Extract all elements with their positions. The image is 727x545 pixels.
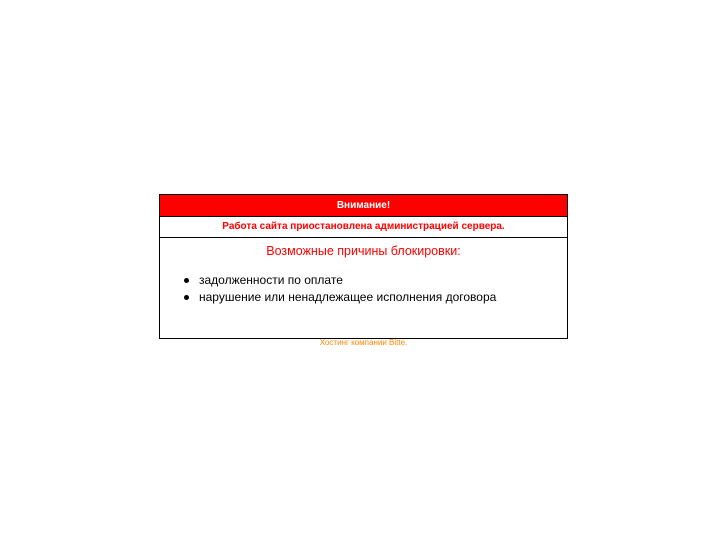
reasons-title: Возможные причины блокировки: [266, 244, 461, 258]
reason-text: задолженности по оплате [199, 273, 343, 287]
list-item [184, 289, 496, 306]
notice-subheader: Работа сайта приостановлена администрацией сервера. [160, 217, 567, 238]
reasons-list [184, 272, 496, 306]
list-item [184, 272, 496, 289]
reason-text: нарушение или ненадлежащее исполнения договора [199, 290, 497, 304]
notice-body [160, 238, 567, 338]
notice-header: Внимание! [160, 195, 567, 217]
bullet-icon [184, 278, 189, 283]
bullet-icon [184, 295, 189, 300]
blocked-site-notice [159, 194, 568, 339]
hosting-footer-link[interactable]: Хостинг компании Bitte. [319, 338, 408, 347]
